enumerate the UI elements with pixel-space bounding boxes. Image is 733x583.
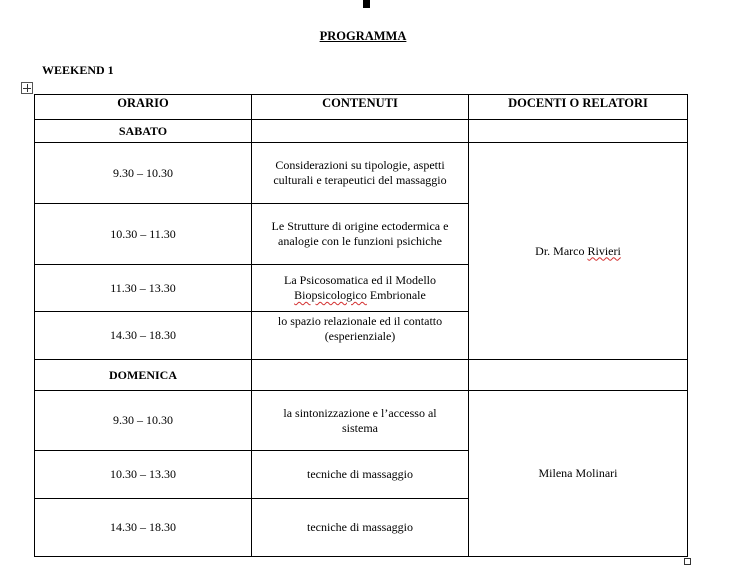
header-docenti: DOCENTI O RELATORI [469, 95, 688, 120]
content-cell [252, 265, 469, 312]
speaker-cell-sabato [469, 143, 688, 360]
content-cell [252, 391, 469, 451]
time-cell: 9.30 – 10.30 [35, 391, 252, 451]
content-line: La Psicosomatica ed il Modello [284, 273, 436, 287]
table-resize-handle-icon[interactable] [684, 558, 691, 565]
day-label-domenica: DOMENICA [35, 360, 252, 391]
content-cell: tecniche di massaggio [252, 451, 469, 499]
table-move-handle-icon[interactable] [21, 82, 33, 94]
content-cell [252, 312, 469, 360]
time-cell: 14.30 – 18.30 [35, 312, 252, 360]
time-cell: 14.30 – 18.30 [35, 499, 252, 557]
empty-cell [469, 360, 688, 391]
header-contenuti: CONTENUTI [252, 95, 469, 120]
content-line: lo spazio relazionale ed il contatto [277, 314, 443, 328]
time-cell: 9.30 – 10.30 [35, 143, 252, 204]
empty-cell [469, 120, 688, 143]
page-title: PROGRAMMA [319, 29, 407, 43]
time-cell: 10.30 – 13.30 [35, 451, 252, 499]
header-orario: ORARIO [35, 95, 252, 120]
content-line: culturali e terapeutici del massaggio [273, 173, 447, 187]
content-cell [252, 143, 469, 204]
content-line: Le Strutture di origine ectodermica e [271, 219, 449, 233]
content-line: Considerazioni su tipologie, aspetti [275, 158, 445, 172]
text-cursor-mark [363, 0, 370, 8]
weekend-heading: WEEKEND 1 [42, 63, 114, 77]
table-row [35, 143, 688, 204]
empty-cell [252, 360, 469, 391]
time-cell: 11.30 – 13.30 [35, 265, 252, 312]
time-cell: 10.30 – 11.30 [35, 204, 252, 265]
speaker-cell-domenica: Milena Molinari [469, 391, 688, 557]
day-label-sabato: SABATO [35, 120, 252, 143]
content-line: analogie con le funzioni psichiche [278, 234, 442, 248]
program-table [34, 94, 688, 557]
day-row-sabato [35, 120, 688, 143]
content-line: Embrionale [366, 288, 426, 302]
content-line: sistema [342, 420, 378, 435]
content-line: (esperienziale) [324, 329, 396, 343]
speaker-surname: Rivieri [587, 243, 621, 258]
day-row-domenica [35, 360, 688, 391]
header-row [35, 95, 688, 120]
table-row [35, 391, 688, 451]
content-line: la sintonizzazione e l’accesso al [283, 405, 437, 420]
content-cell: tecniche di massaggio [252, 499, 469, 557]
content-misspelled-word: Biopsicologico [294, 288, 367, 302]
content-cell [252, 204, 469, 265]
empty-cell [252, 120, 469, 143]
speaker-title: Dr. Marco [535, 243, 588, 258]
